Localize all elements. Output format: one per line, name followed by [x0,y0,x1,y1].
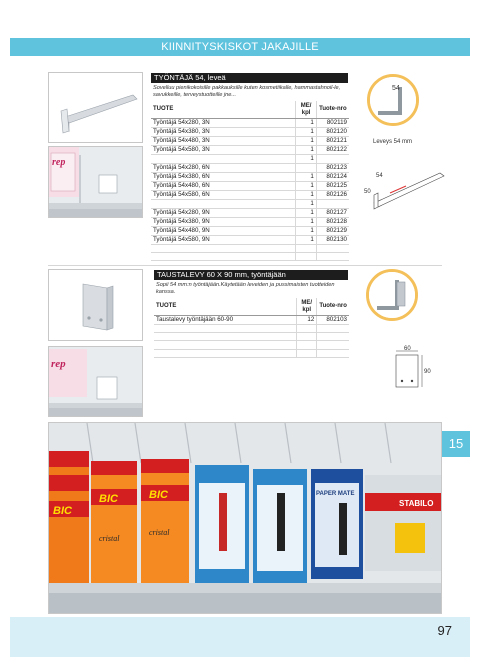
backplate-photo-illustration [49,347,143,417]
table-row [151,128,349,137]
dimension-54-label: 54 [376,173,383,179]
product-code-cell: 802126 [316,191,349,200]
section-divider [48,265,442,266]
product-name-cell [151,253,296,261]
rep-logo: rep [52,157,66,168]
quantity-cell: 1 [296,236,316,245]
code-header: Tuote-nro [317,298,349,316]
table-header-row [154,298,349,316]
backplate-shelf-photo [48,346,143,417]
product-name-cell: Työntäjä 54x580, 6N [151,191,296,200]
product-name-cell: Työntäjä 54x380, 6N [151,173,296,182]
table-row [151,182,349,191]
product-code-cell: 802121 [316,137,349,146]
paper-mate-logo: PAPER MATE [316,491,355,497]
pusher-detail-circle [367,74,419,126]
cristal-label-1: cristal [99,534,120,543]
backplate-illustration [49,270,143,341]
pusher-dimension-diagram [360,165,448,215]
quantity-cell: 1 [296,146,316,155]
product-name-cell: Työntäjä 54x380, 9N [151,218,296,227]
backplate-product-table [154,298,349,358]
product-name-cell [151,200,296,209]
table-row [151,200,349,209]
product-code-cell [317,333,349,341]
product-code-cell: 802123 [316,164,349,173]
quantity-cell [297,349,317,357]
product-name-cell [151,245,296,253]
product-name-cell [154,341,297,349]
qty-header: ME/ kpl [297,298,317,316]
quantity-cell: 12 [297,316,317,325]
product-code-cell [316,245,349,253]
table-row [154,341,349,349]
bic-logo-1: BIC [53,505,72,517]
stabilo-logo: STABILO [399,499,434,508]
quantity-cell [297,341,317,349]
chapter-tab-number: 15 [448,436,464,451]
shelf-display-photo [48,422,442,614]
product-code-cell: 802120 [316,128,349,137]
table-row [151,209,349,218]
product-code-cell [316,155,349,164]
table-row [154,333,349,341]
product-name-cell: Työntäjä 54x280, 3N [151,119,296,128]
pusher-title-text: TYÖNTÄJÄ 54, leveä [154,73,226,82]
quantity-cell: 1 [296,209,316,218]
section-title-band [10,38,470,56]
width-caption: Leveys 54 mm [373,139,413,145]
table-row [151,245,349,253]
chapter-tab [442,431,470,457]
product-code-cell: 802119 [316,119,349,128]
product-name-cell: Työntäjä 54x480, 6N [151,182,296,191]
table-row [151,173,349,182]
table-row [151,227,349,236]
footer-band [10,617,470,657]
product-name-cell: Taustalevy työntäjään 60-90 [154,316,297,325]
pusher-product-image [48,72,143,143]
table-row [154,325,349,333]
pusher-shelf-photo [48,146,143,218]
pen-shelf-illustration [49,423,442,614]
pusher-illustration [49,73,143,143]
page-number: 97 [437,623,452,638]
product-code-cell [316,200,349,209]
table-row [151,137,349,146]
product-code-cell: 802129 [316,227,349,236]
table-row [151,146,349,155]
qty-header: ME/ kpl [296,101,316,119]
product-name-cell [154,333,297,341]
circle-dimension: 54 [392,85,400,92]
pusher-detail-icon [370,77,416,123]
quantity-cell: 1 [296,155,316,164]
quantity-cell [296,164,316,173]
product-name-cell: Työntäjä 54x280, 9N [151,209,296,218]
product-header: TUOTE [151,101,296,119]
backplate-dimension-diagram [388,345,432,391]
quantity-cell: 1 [296,119,316,128]
backplate-spec-title [154,270,348,280]
product-name-cell [154,325,297,333]
product-code-cell: 802125 [316,182,349,191]
table-row [151,164,349,173]
code-header: Tuote-nro [316,101,349,119]
product-name-cell: Työntäjä 54x380, 3N [151,128,296,137]
dimension-90-label: 90 [424,369,431,375]
quantity-cell: 1 [296,218,316,227]
section-title: KIINNITYSKISKOT JAKAJILLE [161,41,319,53]
table-header-row [151,101,349,119]
product-name-cell [151,155,296,164]
product-header: TUOTE [154,298,297,316]
product-code-cell: 802130 [316,236,349,245]
product-name-cell [154,349,297,357]
product-name-cell: Työntäjä 54x280, 6N [151,164,296,173]
product-code-cell: 802128 [316,218,349,227]
quantity-cell [297,325,317,333]
product-name-cell: Työntäjä 54x480, 9N [151,227,296,236]
quantity-cell: 1 [296,227,316,236]
quantity-cell: 1 [296,128,316,137]
product-code-cell: 802103 [317,316,349,325]
quantity-cell [296,253,316,261]
dimension-50-label: 50 [364,189,371,195]
table-row [151,236,349,245]
table-row [154,349,349,357]
table-row [154,316,349,325]
table-row [151,218,349,227]
product-code-cell: 802127 [316,209,349,218]
dimension-60-label: 60 [404,346,411,352]
quantity-cell [296,245,316,253]
quantity-cell: 1 [296,200,316,209]
table-row [151,119,349,128]
product-name-cell: Työntäjä 54x580, 9N [151,236,296,245]
product-code-cell [317,341,349,349]
quantity-cell [297,333,317,341]
pusher-spec-title [151,73,348,83]
product-code-cell [317,325,349,333]
quantity-cell: 1 [296,191,316,200]
quantity-cell: 1 [296,173,316,182]
table-row [151,191,349,200]
bic-logo-3: BIC [149,489,168,501]
pusher-product-table [151,101,349,261]
shelf-photo-illustration [49,147,143,218]
backplate-detail-icon [369,272,415,318]
product-code-cell [316,253,349,261]
cristal-label-2: cristal [149,528,170,537]
product-name-cell: Työntäjä 54x480, 3N [151,137,296,146]
backplate-title-text: TAUSTALEVY 60 X 90 mm, työntäjään [157,270,286,279]
rep-logo-2: rep [51,358,66,370]
product-name-cell: Työntäjä 54x580, 3N [151,146,296,155]
backplate-product-image [48,269,143,341]
table-row [151,253,349,261]
quantity-cell: 1 [296,182,316,191]
table-row [151,155,349,164]
product-code-cell [317,349,349,357]
bic-logo-2: BIC [99,493,118,505]
pusher-description: Sovelluu pienikokoisille pakkauksille kuten kosmetiikalle, hammastahnoil-le, savukkeille, terveystuotteille jne... [153,85,341,98]
backplate-detail-circle [366,269,418,321]
backplate-description: Sopii 54 mm:n työntäjään.Käytetään leveiden ja pussimaisten tuotteiden kanssa. [156,282,335,295]
quantity-cell: 1 [296,137,316,146]
product-code-cell: 802124 [316,173,349,182]
product-code-cell: 802122 [316,146,349,155]
